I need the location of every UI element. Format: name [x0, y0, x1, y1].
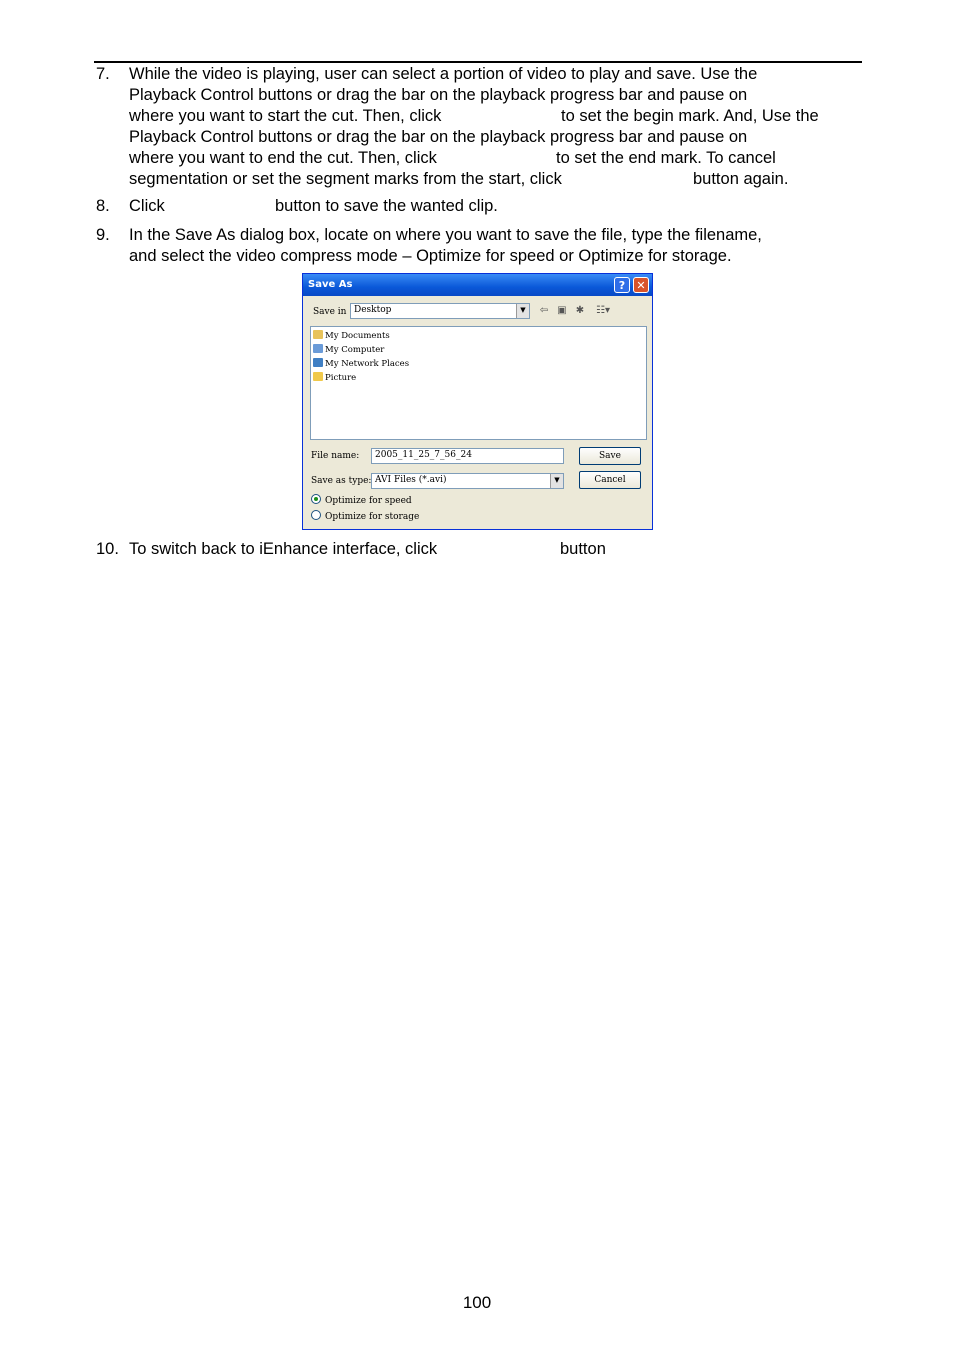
step-line: button again. — [693, 170, 789, 188]
save-in-label: Save in — [313, 307, 347, 317]
step-number: 9. — [96, 226, 110, 244]
save-in-dropdown[interactable] — [350, 303, 530, 319]
views-menu-icon[interactable]: ☷▾ — [596, 305, 610, 316]
list-item[interactable] — [313, 330, 390, 343]
step-line: segmentation or set the segment marks from the start, click — [129, 170, 562, 188]
my-documents-icon — [313, 330, 323, 339]
step-text — [129, 196, 859, 217]
step-line: to set the begin mark. And, Use the — [561, 107, 819, 125]
dialog-titlebar — [303, 274, 652, 296]
step-number: 8. — [96, 197, 110, 215]
radio-selected-icon — [311, 494, 321, 504]
step-line: button to save the wanted clip. — [275, 197, 498, 215]
step-number: 7. — [96, 65, 110, 83]
list-item[interactable] — [313, 344, 384, 357]
save-button[interactable]: Save — [579, 447, 641, 465]
save-in-value: Desktop — [354, 305, 392, 315]
optimize-speed-radio[interactable] — [311, 494, 412, 506]
radio-unselected-icon — [311, 510, 321, 520]
step-line: and select the video compress mode – Optimize for speed or Optimize for storage. — [129, 247, 732, 265]
chevron-down-icon[interactable]: ▼ — [550, 474, 563, 488]
list-item[interactable] — [313, 358, 409, 371]
step-text — [129, 539, 859, 560]
file-name: My Network Places — [325, 359, 410, 369]
step-line: Playback Control buttons or drag the bar on the playback progress bar and pause on — [129, 86, 748, 104]
folder-icon — [313, 372, 323, 381]
step-line: Playback Control buttons or drag the bar on the playback progress bar and pause on — [129, 128, 748, 146]
radio-label: Optimize for speed — [325, 496, 412, 506]
save-type-value: AVI Files (*.avi) — [375, 475, 447, 485]
chevron-down-icon[interactable]: ▼ — [516, 304, 529, 318]
my-computer-icon — [313, 344, 323, 353]
step-text — [129, 64, 859, 190]
file-name: My Documents — [325, 331, 390, 341]
file-name: Picture — [325, 373, 357, 383]
up-folder-icon[interactable]: ▣ — [557, 305, 567, 316]
radio-label: Optimize for storage — [325, 512, 420, 522]
file-name-field[interactable] — [371, 448, 564, 464]
new-folder-icon[interactable]: ✱ — [575, 305, 585, 316]
list-item[interactable] — [313, 372, 356, 385]
close-icon[interactable]: ✕ — [633, 277, 649, 293]
header-rule — [94, 61, 862, 63]
save-type-label: Save as type: — [311, 476, 372, 486]
page-number: 100 — [462, 1293, 492, 1312]
help-icon[interactable]: ? — [614, 277, 630, 293]
step-line: to set the end mark. To cancel — [556, 149, 776, 167]
step-number: 10. — [96, 540, 119, 558]
network-places-icon — [313, 358, 323, 367]
step-line: To switch back to iEnhance interface, click — [129, 540, 438, 558]
dialog-title: Save As — [308, 279, 353, 290]
step-line: where you want to start the cut. Then, click — [129, 107, 442, 125]
file-list[interactable] — [310, 326, 647, 440]
file-name: My Computer — [325, 345, 385, 355]
file-name-label: File name: — [311, 451, 360, 461]
save-as-dialog — [302, 273, 653, 530]
save-type-dropdown[interactable] — [371, 473, 564, 489]
cancel-button[interactable]: Cancel — [579, 471, 641, 489]
back-icon[interactable]: ⇦ — [539, 305, 549, 316]
file-name-value: 2005_11_25_7_56_24 — [375, 450, 472, 460]
step-line: In the Save As dialog box, locate on where you want to save the file, type the filename, — [129, 226, 762, 244]
step-text — [129, 225, 859, 267]
step-line: While the video is playing, user can select a portion of video to play and save. Use the — [129, 65, 758, 83]
step-line: where you want to end the cut. Then, click — [129, 149, 437, 167]
step-line: Click — [129, 197, 165, 215]
step-line: button — [560, 540, 606, 558]
optimize-storage-radio[interactable] — [311, 510, 419, 522]
